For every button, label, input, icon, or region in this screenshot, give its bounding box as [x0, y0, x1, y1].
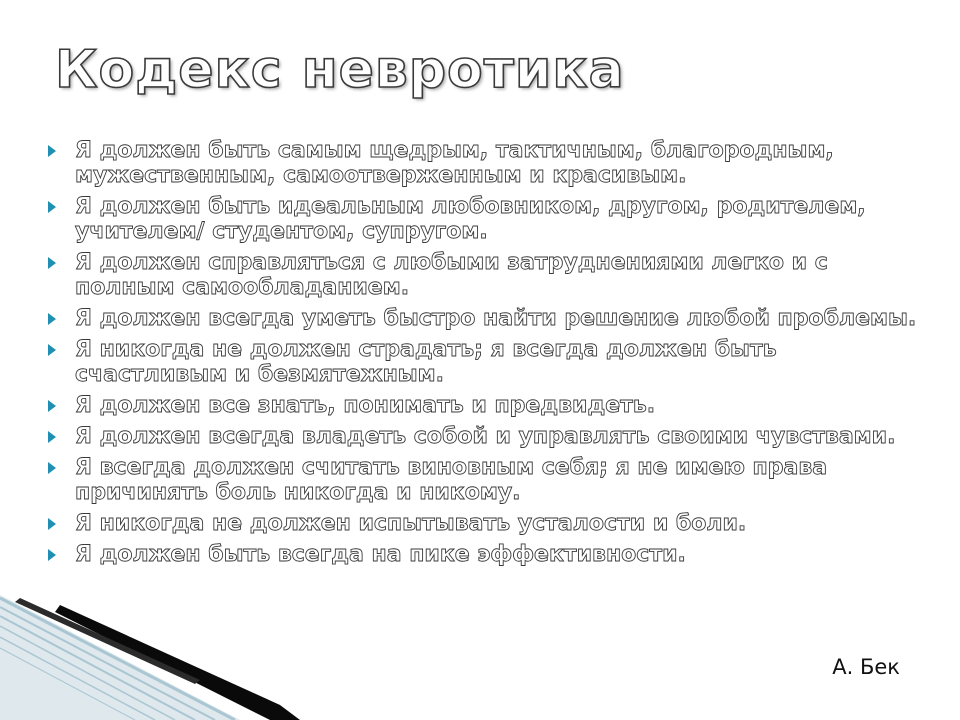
list-item — [48, 542, 928, 567]
bullet-text: Я никогда не должен испытывать усталости и боли. — [75, 511, 747, 536]
triangle-right-icon — [48, 145, 56, 157]
list-item — [48, 194, 928, 244]
list-item — [48, 250, 928, 300]
bullet-text: Я никогда не должен страдать; я всегда должен быть счастливым и безмятежным. — [75, 337, 777, 387]
triangle-right-icon — [48, 313, 56, 325]
triangle-right-icon — [48, 201, 56, 213]
triangle-right-icon — [48, 344, 56, 356]
bullet-text: Я должен быть всегда на пике эффективности. — [75, 542, 686, 567]
bullet-text: Я должен быть самым щедрым, тактичным, благородным, мужественным, самоотверженным и красивым. — [75, 138, 834, 188]
triangle-right-icon — [48, 462, 56, 474]
list-item — [48, 511, 928, 536]
list-item — [48, 393, 928, 418]
bullet-text: Я должен все знать, понимать и предвидеть. — [75, 393, 656, 418]
triangle-right-icon — [48, 257, 56, 269]
triangle-right-icon — [48, 431, 56, 443]
author-signature: А. Бек — [832, 655, 900, 679]
triangle-right-icon — [48, 518, 56, 530]
bullet-text: Я должен всегда уметь быстро найти решение любой проблемы. — [75, 306, 917, 331]
bullet-text: Я должен справляться с любыми затруднениями легко и с полным самообладанием. — [75, 250, 828, 300]
list-item — [48, 306, 928, 331]
bullet-text: Я всегда должен считать виновным себя; я не имею права причинять боль никогда и никому. — [75, 455, 828, 505]
list-item — [48, 424, 928, 449]
triangle-right-icon — [48, 400, 56, 412]
triangle-right-icon — [48, 549, 56, 561]
list-item — [48, 455, 928, 505]
bullet-list — [48, 138, 928, 573]
bullet-text: Я должен всегда владеть собой и управлять своими чувствами. — [75, 424, 896, 449]
list-item — [48, 337, 928, 387]
list-item — [48, 138, 928, 188]
bullet-text: Я должен быть идеальным любовником, другом, родителем, учителем/ студентом, супругом. — [75, 194, 866, 244]
slide-title: Кодекс невротика — [55, 40, 625, 100]
